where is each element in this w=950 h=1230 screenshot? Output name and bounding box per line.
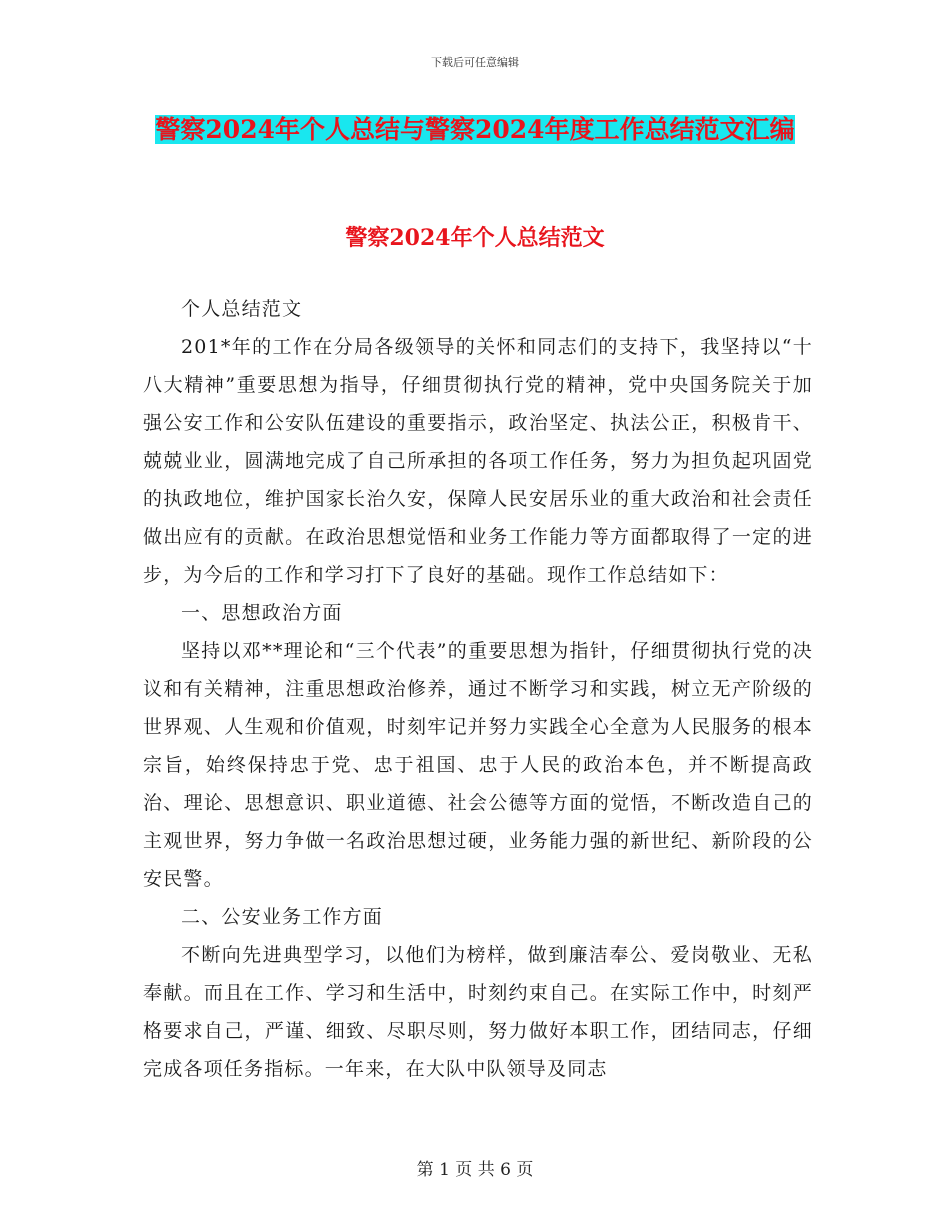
paragraph: 坚持以邓**理论和“三个代表”的重要思想为指针，仔细贯彻执行党的决议和有关精神，注重思想政治修养，通过不断学习和实践，树立无产阶级的世界观、人生观和价值观，时刻牢记并努力实践全心全意为人民服务的根本宗旨，始终保持忠于党、忠于祖国、忠于人民的政治本色，并不断提高政治、理论、思想意识、职业道德、社会公德等方面的觉悟，不断改造自己的主观世界，努力争做一名政治思想过硬，业务能力强的新世纪、新阶段的公安民警。 [143, 640, 813, 890]
section-title: 警察2024年个人总结范文 [345, 225, 605, 251]
page-number-footer: 第 1 页 共 6 页 [416, 1160, 534, 1180]
paragraph: 不断向先进典型学习，以他们为榜样，做到廉洁奉公、爱岗敬业、无私奉献。而且在工作、学习和生活中，时刻约束自己。在实际工作中，时刻严格要求自己，严谨、细致、尽职尽则，努力做好本职工作，团结同志，仔细完成各项任务指标。一年来，在大队中队领导及同志 [143, 944, 813, 1080]
document-title-text: 警察2024年个人总结与警察2024年度工作总结范文汇编 [155, 115, 795, 144]
document-body [143, 290, 813, 1088]
document-title [145, 108, 805, 152]
paragraph: 201*年的工作在分局各级领导的关怀和同志们的支持下，我坚持以“十八大精神”重要思想为指导，仔细贯彻执行党的精神，党中央国务院关于加强公安工作和公安队伍建设的重要指示，政治坚定、执法公正，积极肯干、兢兢业业，圆满地完成了自己所承担的各项工作任务，努力为担负起巩固党的执政地位，维护国家长治久安，保障人民安居乐业的重大政治和社会责任做出应有的贡献。在政治思想觉悟和业务工作能力等方面都取得了一定的进步，为今后的工作和学习打下了良好的基础。现作工作总结如下： [143, 336, 813, 586]
paragraph: 个人总结范文 [181, 298, 303, 320]
header-note: 下载后可任意编辑 [431, 56, 519, 69]
paragraph: 一、思想政治方面 [181, 602, 343, 624]
paragraph: 二、公安业务工作方面 [181, 906, 384, 928]
